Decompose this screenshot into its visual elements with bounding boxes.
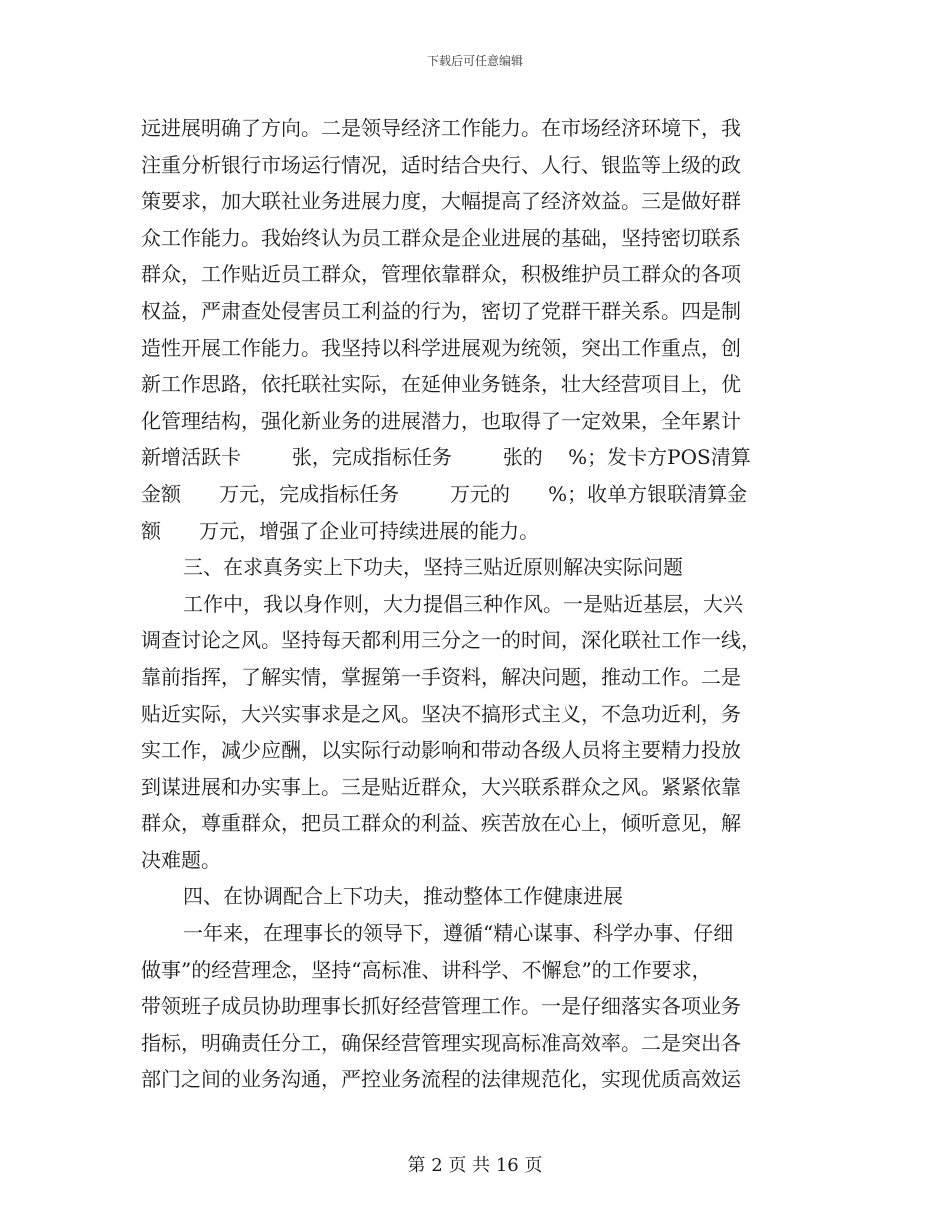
text-line: 化管理结构，强化新业务的进展潜力，也取得了一定效果，全年累计 (141, 408, 741, 433)
text-line: 群众，尊重群众，把员工群众的利益、疾苦放在心上，倾听意见，解 (141, 811, 741, 836)
text-line: 众工作能力。我始终认为员工群众是企业进展的基础，坚持密切联系 (141, 225, 741, 250)
text-line: 到谋进展和办实事上。三是贴近群众，大兴联系群众之风。紧紧依靠 (141, 774, 741, 799)
text-line: 造性开展工作能力。我坚持以科学进展观为统领，突出工作重点，创 (141, 335, 741, 360)
text-line: 指标，明确责任分工，确保经营管理实现高标准高效率。二是突出各 (141, 1030, 741, 1055)
text-line: 一年来，在理事长的领导下，遵循“精心谋事、科学办事、仔细 (183, 921, 734, 946)
text-line: 做事”的经营理念，坚持“高标准、讲科学、不懈怠”的工作要求， (141, 957, 712, 982)
text-line: 工作中，我以身作则，大力提倡三种作风。一是贴近基层，大兴 (183, 591, 743, 616)
text-line: 权益，严肃查处侵害员工利益的行为，密切了党群干群关系。四是制 (141, 298, 741, 323)
text-line: 新增活跃卡 张，完成指标任务 张的 %；发卡方POS清算 (141, 445, 751, 470)
text-line: 靠前指挥，了解实情，掌握第一手资料，解决问题，推动工作。二是 (141, 664, 741, 689)
text-line: 新工作思路，依托联社实际，在延伸业务链条，壮大经营项目上，优 (141, 372, 741, 397)
text-line: 三、在求真务实上下功夫，坚持三贴近原则解决实际问题 (183, 555, 683, 580)
text-line: 四、在协调配合上下功夫，推动整体工作健康进展 (183, 884, 623, 909)
text-line: 实工作，减少应酬，以实际行动影响和带动各级人员将主要精力投放 (141, 738, 741, 763)
text-line: 群众，工作贴近员工群众，管理依靠群众，积极维护员工群众的各项 (141, 262, 741, 287)
page-number-footer: 第 2 页 共 16 页 (407, 1155, 543, 1176)
text-line: 决难题。 (141, 847, 221, 872)
page-header: 下载后可任意编辑 (426, 54, 523, 68)
text-line: 金额 万元，完成指标任务 万元的 %；收单方银联清算金 (141, 481, 748, 506)
text-line: 带领班子成员协助理事长抓好经营管理工作。一是仔细落实各项业务 (141, 994, 741, 1019)
text-line: 策要求，加大联社业务进展力度，大幅提高了经济效益。三是做好群 (141, 189, 741, 214)
text-line: 贴近实际，大兴实事求是之风。坚决不搞形式主义，不急功近利，务 (141, 701, 741, 726)
text-line: 额 万元，增强了企业可持续进展的能力。 (141, 518, 540, 543)
text-line: 远进展明确了方向。二是领导经济工作能力。在市场经济环境下，我 (141, 116, 741, 140)
text-line: 调查讨论之风。坚持每天都利用三分之一的时间，深化联社工作一线， (141, 628, 761, 653)
document-body (141, 110, 809, 1098)
text-line: 注重分析银行市场运行情况，适时结合央行、人行、银监等上级的政 (141, 152, 741, 177)
text-line: 部门之间的业务沟通，严控业务流程的法律规范化，实现优质高效运 (141, 1067, 741, 1092)
